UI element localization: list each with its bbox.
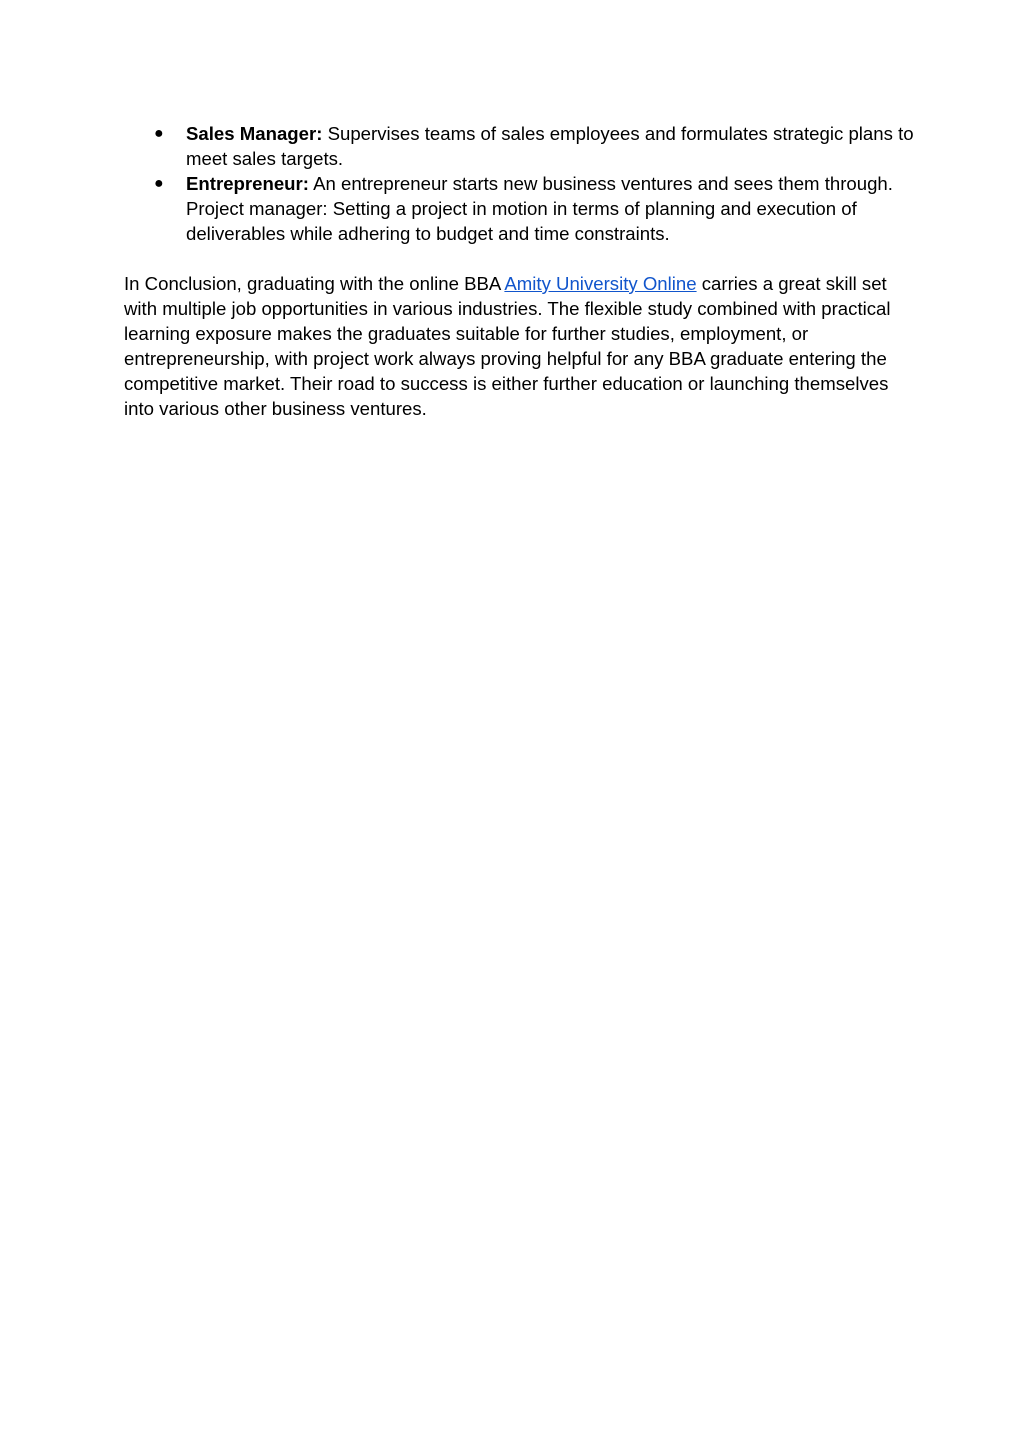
list-item	[124, 171, 914, 246]
list-item-term: Entrepreneur:	[186, 173, 309, 194]
conclusion-text-end: carries a great skill set with multiple job opportunities in various industries. The flexible study combined with practical learning exposure makes the graduates suitable for further studies, employment, or entrepreneurship, with project work always proving helpful for any BBA graduate entering the competitive market. Their road to success is either further education or launching themselves into various other business ventures.	[124, 273, 891, 419]
amity-university-online-link[interactable]: Amity University Online	[504, 273, 697, 294]
document-body	[124, 121, 914, 421]
list-item-term: Sales Manager:	[186, 123, 323, 144]
conclusion-text-start: In Conclusion, graduating with the online BBA	[124, 273, 505, 294]
list-item-text: Supervises teams of sales employees and formulates strategic plans to meet sales targets.	[186, 123, 914, 169]
bullet-icon: ●	[154, 175, 164, 192]
career-list	[124, 121, 914, 246]
list-item-text: An entrepreneur starts new business ventures and sees them through. Project manager: Setting a project in motion in terms of planning and execution of deliverables while adhering to budget and time constraints.	[186, 173, 893, 244]
conclusion-paragraph	[124, 271, 914, 421]
list-item	[124, 121, 914, 171]
bullet-icon: ●	[154, 125, 164, 142]
